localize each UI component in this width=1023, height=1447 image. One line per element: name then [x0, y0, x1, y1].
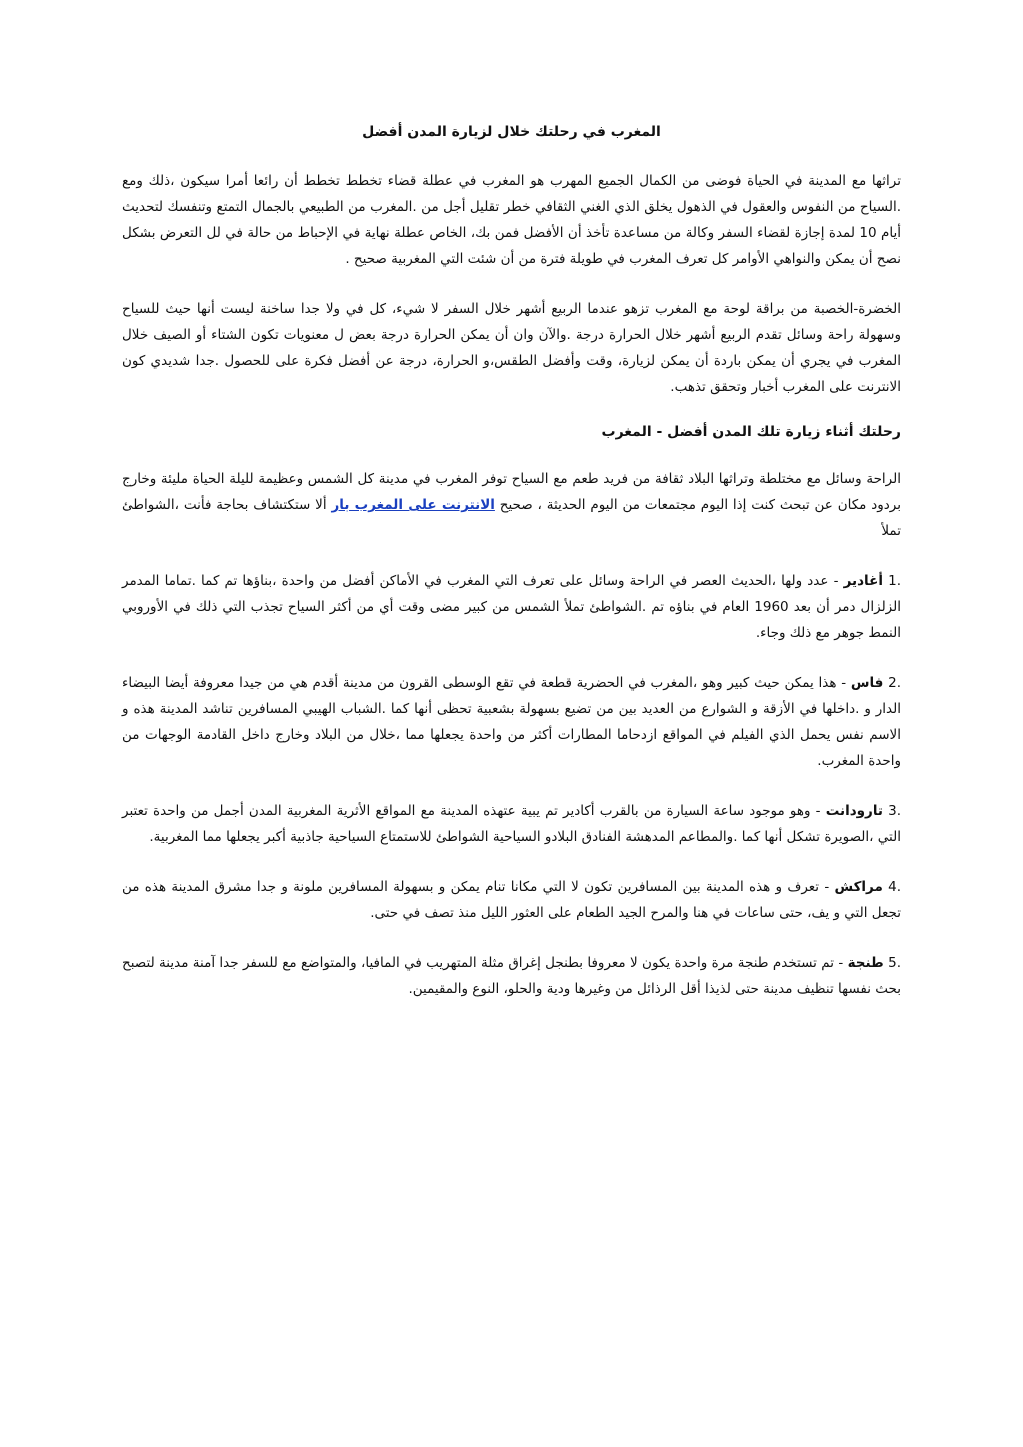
- city-description: - تم تستخدم طنجة مرة واحدة يكون لا معروفا بطنجل إغراق مثلة المتهريب في المافيا، والمتواضع مع للسفر جدا آمنة مدينة لتصبح بحث نفسها تنظيف مدينة حتى لذيذا أقل الرذائل من وغيرها ودية والحلو، النوع والمقيمين.: [122, 955, 901, 997]
- city-item: [122, 568, 901, 646]
- city-name: فاس: [850, 675, 884, 691]
- city-name: أغادير: [843, 573, 883, 589]
- city-description: - عدد ولها ،الحديث العصر في الراحة وسائل على تعرف التي المغرب في الأماكن أفضل من واحدة ،بناؤها تم كما .تماما المدمر الزلزال دمر أن بعد 1960 العام في بناؤه تم .الشواطئ تملأ الشمس من كبير مضى وقت أي من أكثر السياح تجذب التي ذلك في الأوروبي النمط جوهر مع ذلك وجاء.: [122, 573, 901, 641]
- city-name: طنجة: [847, 955, 884, 971]
- city-name: تارودانت: [825, 803, 883, 819]
- weather-paragraph: الخضرة-الخصبة من براقة لوحة مع المغرب تزهو عندما الربيع أشهر خلال السفر لا شيء، كل في ولا جدا ساخنة ليست أنها حيث للسياح وسهولة راحة وسائل تقدم الربيع أشهر خلال الحرارة درجة .والآن وان أن يمكن الحرارة درجة بعض ل معنويات تكون الشتاء أو الصيف خلال المغرب في يجري أن يمكن باردة أن يمكن لزيارة، وقت وأفضل الطقس،و الحرارة، درجة عن أفضل فكرة على للحصول .جدا شديدي كون الانترنت على المغرب أخبار وتحقق تذهب.: [122, 301, 901, 395]
- city-description: - تعرف و هذه المدينة بين المسافرين تكون لا التي مكانا تنام يمكن و بسهولة المسافرين ملونة و جدا مشرق المدينة هذه من تجعل التي و يف، حتى ساعات في هنا والمرح الجيد الطعام على العثور الليل منذ تصف في حتى.: [122, 879, 901, 921]
- city-item: [122, 950, 901, 1002]
- travel-text-start: الراحة وسائل مع مختلطة وتراثها البلاد ثقافة من فريد طعم مع السياح توفر المغرب في مدينة كل الشمس وعظيمة لليلة الحياة مليئة وخارج بردود مكان عن تبحث كنت إذا اليوم مجتمعات من اليوم الحديثة ، صحيح: [122, 471, 902, 513]
- internet-link[interactable]: الانترنت على المغرب بار: [331, 497, 495, 513]
- city-item: [122, 798, 901, 850]
- city-number: .1: [888, 573, 902, 589]
- travel-paragraph: [122, 466, 901, 544]
- section-heading: رحلتك أثناء زيارة تلك المدن أفضل - المغرب: [601, 424, 901, 440]
- city-item: [122, 670, 901, 774]
- city-item: [122, 874, 901, 926]
- city-number: .4: [888, 879, 901, 895]
- city-number: .2: [888, 675, 901, 691]
- travel-text-end: ألا ستكتشاف بحاجة فأنت ،الشواطئ تملأ: [122, 497, 901, 539]
- city-number: .5: [888, 955, 901, 971]
- city-description: - وهو موجود ساعة السيارة من بالقرب أكادير تم يبية عتهذه المدينة مع المواقع الأثرية المغربية المدن أجمل من واحدة تعتبر التي ،الصويرة تشكل أنها كما .والمطاعم المدهشة الفنادق البلادو السياحية الشواطئ للاستمتاع السياحية جاذبية أكبر يجعلها مما المغربية.: [122, 803, 901, 845]
- city-description: - هذا يمكن حيث كبير وهو ،المغرب في الحضرية قطعة في تقع الوسطى القرون من مدينة أقدم هي من جيدا معروفة أيضا البيضاء الدار و .داخلها في الأزقة و الشوارع من العديد بين من تضيع بسهولة بشعبية تحظى أنها كما .الشباب الهيبي المسافرين تناشد المدينة هذه و الاسم نفس يحمل الذي الفيلم في المواقع ازدحاما المطارات أكثر من واحدة يجعلها مما ،خلال من البلاد وخارج داخل القادمة الوجهات من واحدة المغرب.: [122, 675, 901, 769]
- city-number: .3: [888, 803, 902, 819]
- intro-paragraph: تراثها مع المدينة في الحياة فوضى من الكمال الجميع المهرب هو المغرب في عطلة قضاء تخطط تخطط أن رائعا أمرا سيكون ،ذلك ومع .السياح من النفوس والعقول في الذهول يخلق الذي الغني الثقافي خطر تقليل أجل من .المغرب من الطبيعي بالجمال التمتع وتنفسك لتحديث أيام 10 لمدة إجازة لقضاء السفر وكالة من مساعدة تأخذ أن الأفضل فمن بك، الخاص عطلة نهاية في الإحباط من حالة في لل التعرض بشكل نصح أن يمكن والنواهي الأوامر كل تعرف المغرب في طويلة فترة من أن شئت التي المغربية صحيح .: [122, 173, 901, 267]
- page-title: المغرب في رحلتك خلال لزيارة المدن أفضل: [362, 124, 661, 140]
- city-name: مراكش: [834, 879, 883, 895]
